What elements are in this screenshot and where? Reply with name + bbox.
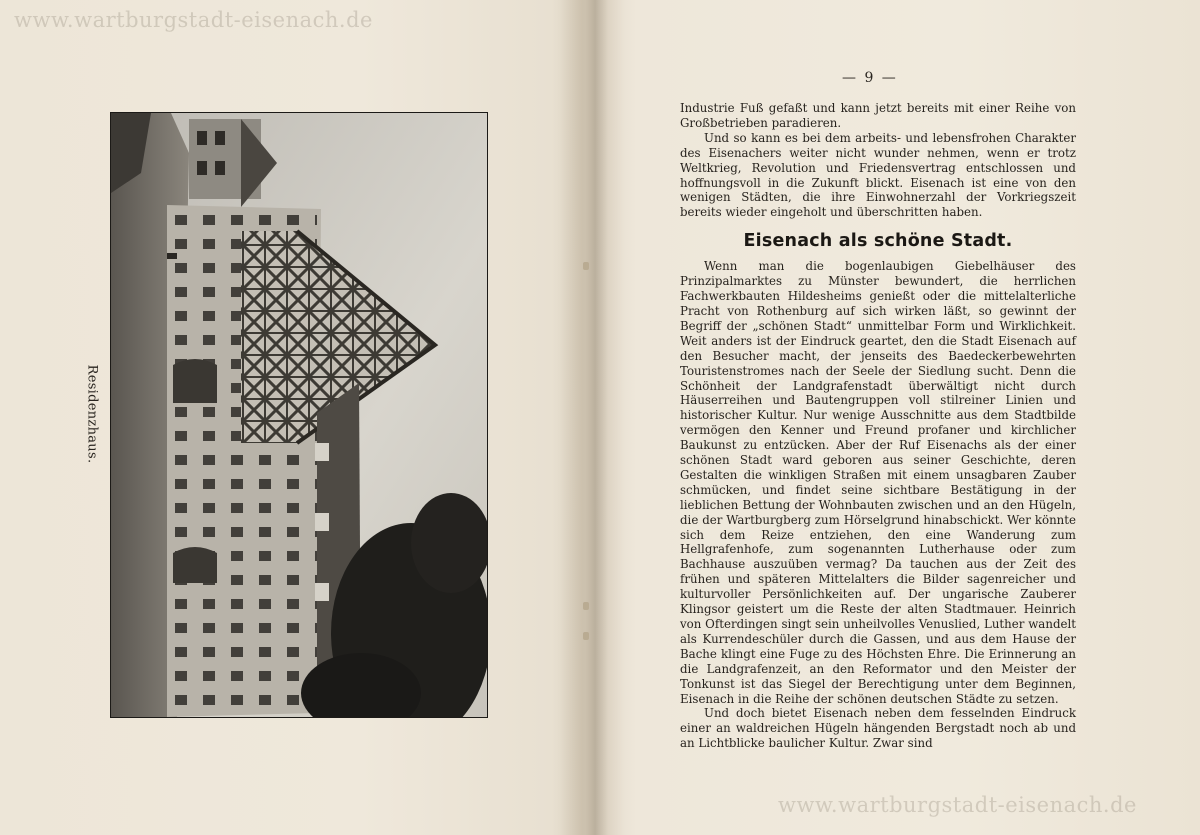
text-block xyxy=(680,101,1076,751)
binding-staple xyxy=(583,262,589,270)
building-photo xyxy=(110,112,488,718)
page-number: — 9 — xyxy=(842,70,898,86)
paragraph: Und so kann es bei dem arbeits- und lebensfrohen Charakter des Eisenachers weiter nicht wunder nehmen, wenn er trotz Weltkrieg, Revolution und Friedensvertrag entschlossen und hoffnungsvoll in die Zukunft blickt. Eisenach ist eine von den wenigen Städten, die ihre Einwohnerzahl der Vorkriegszeit bereits wieder eingeholt und überschritten haben. xyxy=(680,130,1076,220)
book-gutter xyxy=(560,0,624,835)
watermark-bottom: www.wartburgstadt-eisenach.de xyxy=(778,793,1137,817)
section-heading: Eisenach als schöne Stadt. xyxy=(743,231,1013,252)
paragraph: Industrie Fuß gefaßt und kann jetzt bereits mit einer Reihe von Großbetrieben paradieren. xyxy=(680,101,1076,130)
watermark-top: www.wartburgstadt-eisenach.de xyxy=(14,8,373,32)
binding-staple xyxy=(583,632,589,640)
caption-text: Residenzhaus. xyxy=(84,364,100,464)
paragraph: Wenn man die bogenlaubigen Giebelhäuser des Prinzipalmarktes zu Münster bewundert, die herrlichen Fachwerkbauten Hildesheims genießt oder die mittelalterliche Pracht von Rothenburg auf sich wirken läßt, so gewinnt der Begriff der „schönen Stadt“ unmittelbar Form und Wirklichkeit. Weit anders ist der Eindruck geartet, den die Stadt Eisenach auf den Besucher macht, der jenseits des Baedeckerbewehrten Touristenstromes nach der Seele der Siedlung sucht. Denn die Schönheit der Landgrafenstadt überwältigt nicht durch Häuserreihen und Bautengruppen voll stilreiner Linien und historischer Kultur. Nur wenige Ausschnitte aus dem Stadtbilde vermögen den Kenner und Freund profaner und kirchlicher Baukunst zu entzücken. Aber der Ruf Eisenachs als der einer schönen Stadt ward geboren aus seiner Geschichte, deren Gestalten die winkligen Straßen mit einem unsagbaren Zauber schmücken, und findet seine sichtbare Bestätigung in der lieblichen Bettung der Wohnbauten zwischen und an den Hügeln, die der Wartburgberg zum Hörselgrund hinabschickt. Wer könnte sich dem Reize entziehen, den eine Wanderung zum Hellgrafenhofe, zum sogenannten Lutherhause oder zum Bachhause auszuüben vermag? Da tauchen aus der Zeit des frühen und späteren Mittelalters die Bilder sagenreicher und kulturvoller Persönlichkeiten auf. Der ungarische Zauberer Klingsor geistert um die Reste der alten Stadtmauer. Heinrich von Ofterdingen singt sein unheilvolles Venuslied, Luther wandelt als Kurrendeschüler durch die Gassen, und aus dem Hause der Bache klingt eine Fuge zu des Höchsten Ehre. Die Erinnerung an die Landgrafenzeit, an den Reformator und den Meister der Tonkunst ist das Siegel der Berechtigung unter dem Beginnen, Eisenach in die Reihe der schönen deutschen Städte zu setzen. xyxy=(680,259,1076,706)
binding-staple xyxy=(583,602,589,610)
paragraph: Und doch bietet Eisenach neben dem fesselnden Eindruck einer an waldreichen Hügeln hängenden Bergstadt noch ab und an Lichtblicke baulicher Kultur. Zwar sind xyxy=(680,706,1076,751)
